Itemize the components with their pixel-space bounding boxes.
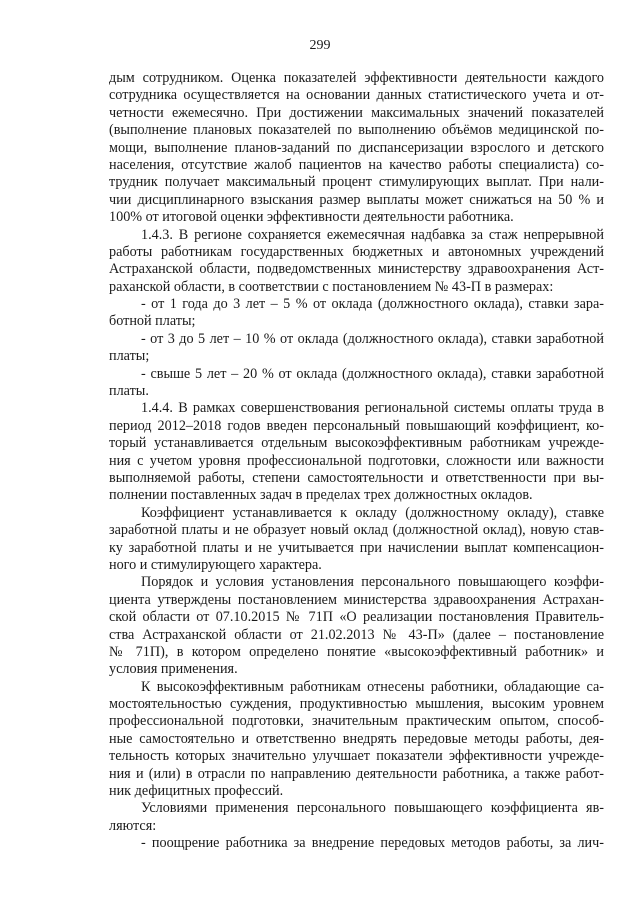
text-line: ства Астраханской области от 21.02.2013 № 43-П» (далее – постановление (109, 626, 604, 643)
text-line: платы. (109, 383, 149, 400)
text-line: трудник получает максимальный процент стимулирующих выплат. При нали- (109, 174, 604, 191)
text-line: сотрудника осуществляется на основании данных статистического учета и от- (109, 87, 604, 104)
text-line: - поощрение работника за внедрение передовых методов работы, за лич- (141, 835, 604, 852)
text-line: ской области от 07.10.2015 № 71П «О реализации постановления Правитель- (109, 609, 604, 626)
text-line: ботной платы; (109, 313, 196, 330)
text-line: условия применения. (109, 661, 238, 678)
text-line: четности ежемесячно. При достижении максимальных значений показателей (109, 104, 604, 121)
text-line: работы работникам государственных бюджетных и автономных учреждений (109, 243, 604, 260)
text-line: циента утверждены постановлением министерства здравоохранения Астрахан- (109, 591, 604, 608)
text-line: Порядок и условия установления персонального повышающего коэффи- (141, 574, 604, 591)
text-line: 1.4.4. В рамках совершенствования региональной системы оплаты труда в (141, 400, 604, 417)
text-line: тельность которых значительно улучшает показатели эффективности учрежде- (109, 748, 604, 765)
text-line: ку заработной платы и не учитывается при начислении выплат компенсацион- (109, 539, 604, 556)
text-line: ляются: (109, 817, 157, 834)
text-line: чии дисциплинарного взыскания размер выплаты может снижаться на 50 % и (109, 191, 604, 208)
text-line: (выполнение плановых показателей по выполнению объёмов медицинской по- (109, 122, 604, 139)
text-line: ния с учетом уровня профессиональной подготовки, сложности или важности (109, 452, 604, 469)
page-number: 299 (309, 38, 331, 53)
text-line: 100% от итоговой оценки эффективности деятельности работника. (109, 209, 514, 226)
text-line: - от 1 года до 3 лет – 5 % от оклада (должностного оклада), ставки зара- (141, 296, 604, 313)
text-line: Коэффициент устанавливается к окладу (должностному окладу), ставке (141, 504, 604, 521)
text-line: платы; (109, 348, 150, 365)
text-line: профессиональной подготовки, значительным практическим опытом, способ- (109, 713, 604, 730)
text-line: дым сотрудником. Оценка показателей эффективности деятельности каждого (109, 70, 604, 86)
text-line: мостоятельностью суждения, продуктивностью мышления, высоким уровнем (109, 696, 604, 713)
text-line: ник дефицитных профессий. (109, 783, 284, 800)
text-line: период 2012–2018 годов введен персональный повышающий коэффициент, ко- (109, 417, 604, 434)
text-line: полнении поставленных задач в пределах трех должностных окладов. (109, 487, 533, 504)
text-line: Условиями применения персонального повышающего коэффициента яв- (141, 800, 604, 817)
text-line: Астраханской области, подведомственных министерству здравоохранения Аст- (109, 261, 604, 278)
text-line: выполняемой работы, степени самостоятельности и ответственности при вы- (109, 469, 604, 486)
text-line: - свыше 5 лет – 20 % от оклада (должностного оклада), ставки заработной (141, 365, 604, 382)
text-line: раханской области, в соответствии с постановлением № 43-П в размерах: (109, 278, 554, 295)
text-line: ного и стимулирующего характера. (109, 556, 322, 573)
text-line: населения, отсутствие жалоб пациентов на качество работы специалиста) со- (109, 156, 604, 173)
text-line: мощи, выполнение планов-заданий по диспансеризации взрослого и детского (109, 139, 604, 156)
document-body (109, 70, 604, 853)
text-line: заработной платы и не образует новый оклад (должностной оклад), новую став- (109, 522, 604, 539)
text-line: 1.4.3. В регионе сохраняется ежемесячная надбавка за стаж непрерывной (141, 226, 604, 243)
text-line: - от 3 до 5 лет – 10 % от оклада (должностного оклада), ставки заработной (141, 330, 604, 347)
text-line: ния и (или) в отрасли по направлению деятельности работника, а также работ- (109, 765, 604, 782)
text-line: ные самостоятельно и ответственно внедрять передовые методы работы, дея- (109, 730, 604, 747)
text-line: К высокоэффективным работникам отнесены работники, обладающие са- (141, 678, 604, 695)
text-line: № 71П), в котором определено понятие «высокоэффективный работник» и (109, 643, 604, 660)
text-line: торый устанавливается отдельным высокоэффективным работникам учрежде- (109, 435, 604, 452)
